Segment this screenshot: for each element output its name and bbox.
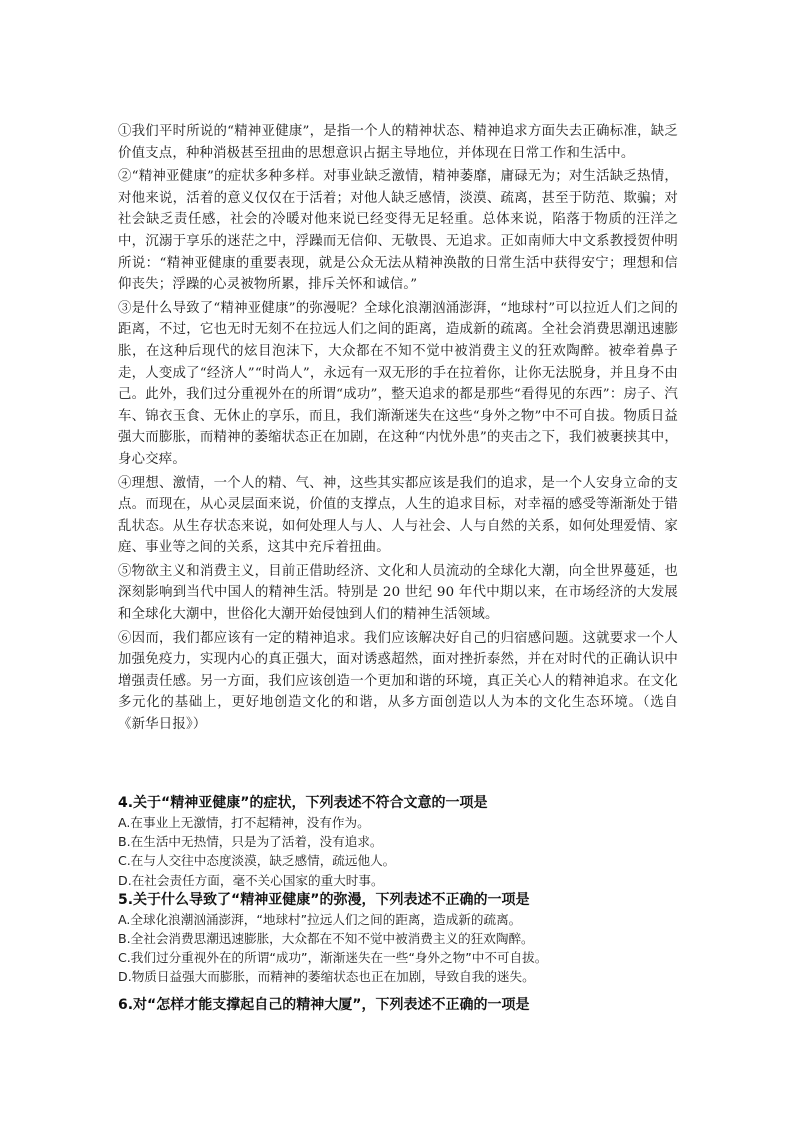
passage-paragraph-6: ⑥因而，我们都应该有一定的精神追求。我们应该解决好自己的归宿感问题。这就要求一个人加强免疫力，实现内心的真正强大，面对诱惑超然，面对挫折泰然，并在对时代的正确认识中增强责任感。另一方面，我们应该创造一个更加和谐的环境，真正关心人的精神追求。在文化多元化的基础上，更好地创造文化的和谐，从多方面创造以人为本的文化生态环境。（选自《新华日报》） xyxy=(118,630,678,733)
passage-paragraph-2: ②“精神亚健康”的症状多种多样。对事业缺乏激情，精神萎靡，庸碌无为；对生活缺乏热情，对他来说，活着的意义仅仅在于活着；对他人缺乏感情，淡漠、疏离，甚至于防范、欺骗；对社会缺乏责任感，社会的冷暖对他来说已经变得无足轻重。总体来说，陷落于物质的汪洋之中，沉溺于享乐的迷茫之中，浮躁而无信仰、无敬畏、无追求。正如南师大中文系教授贺仲明所说：“精神亚健康的重要表现，就是公众无法从精神涣散的日常生活中获得安宁；理想和信仰丧失；浮躁的心灵被物所累，排斥关怀和诚信。” xyxy=(118,169,678,293)
option-d: D.在社会责任方面，毫不关心国家的重大时事。 xyxy=(118,872,384,888)
option-b: B.全社会消费思潮迅速膨胀，大众都在不知不觉中被消费主义的狂欢陶醉。 xyxy=(118,931,534,947)
option-a: A.全球化浪潮汹涌澎湃，“地球村”拉远人们之间的距离，造成新的疏离。 xyxy=(118,911,522,927)
question-title: 4.关于“精神亚健康”的症状，下列表述不符合文意的一项是 xyxy=(118,795,488,811)
question-title: 6.对“怎样才能支撑起自己的精神大厦”，下列表述不正确的一项是 xyxy=(118,996,530,1013)
passage-paragraph-3: ③是什么导致了“精神亚健康”的弥漫呢？全球化浪潮汹涌澎湃，“地球村”可以拉近人们之间的距离，不过，它也无时无刻不在拉远人们之间的距离，造成新的疏离。全社会消费思潮迅速膨胀，在这种后现代的炫目泡沫下，大众都在不知不觉中被消费主义的狂欢陶醉。被牵着鼻子走，人变成了“经济人”“时尚人”，永远有一双无形的手在拉着你，让你无法脱身，并且身不由己。此外，我们过分重视外在的所谓“成功”，整天追求的都是那些“看得见的东西”：房子、汽车、锦衣玉食、无休止的享乐，而且，我们渐渐迷失在这些“身外之物”中不可自拔。物质日益强大而膨胀，而精神的萎缩状态正在加剧，在这种“内忧外患”的夹击之下，我们被裹挟其中，身心交瘁。 xyxy=(118,300,678,467)
passage-paragraph-4: ④理想、激情，一个人的精、气、神，这些其实都应该是我们的追求，是一个人安身立命的支点。而现在，从心灵层面来说，价值的支撑点，人生的追求目标，对幸福的感受等渐渐处于错乱状态。从生存状态来说，如何处理人与人、人与社会、人与自然的关系，如何处理爱情、家庭、事业等之间的关系，这其中充斥着扭曲。 xyxy=(118,475,678,556)
question-title: 5.关于什么导致了“精神亚健康”的弥漫，下列表述不正确的一项是 xyxy=(118,891,530,908)
option-d: D.物质日益强大而膨胀，而精神的萎缩状态也正在加剧，导致自我的迷失。 xyxy=(118,969,535,985)
passage-paragraph-1: ①我们平时所说的“精神亚健康”，是指一个人的精神状态、精神追求方面失去正确标准，缺乏价值支点，种种消极甚至扭曲的思想意识占据主导地位，并体现在日常工作和生活中。 xyxy=(118,124,678,161)
question-list xyxy=(118,793,688,1015)
option-a: A.在事业上无激情，打不起精神，没有作为。 xyxy=(118,815,370,830)
option-c: C.在与人交往中态度淡漠，缺乏感情，疏远他人。 xyxy=(118,853,396,869)
option-c: C.我们过分重视外在的所谓“成功”，渐渐迷失在一些“身外之物”中不可自拔。 xyxy=(118,950,548,966)
question-6 xyxy=(118,995,688,1015)
option-b: B.在生活中无热情，只是为了活着，没有追求。 xyxy=(118,834,383,850)
question-4 xyxy=(118,793,688,890)
reading-passage xyxy=(118,121,678,738)
passage-paragraph-5: ⑤物欲主义和消费主义，目前正借助经济、文化和人员流动的全球化大潮，向全世界蔓延，也深刻影响到当代中国人的精神生活。特别是 20 世纪 90 年代中期以来，在市场经济的大发展和全球化大潮中，世俗化大潮开始侵蚀到人们的精神生活领域。 xyxy=(118,563,678,623)
question-5 xyxy=(118,890,688,987)
